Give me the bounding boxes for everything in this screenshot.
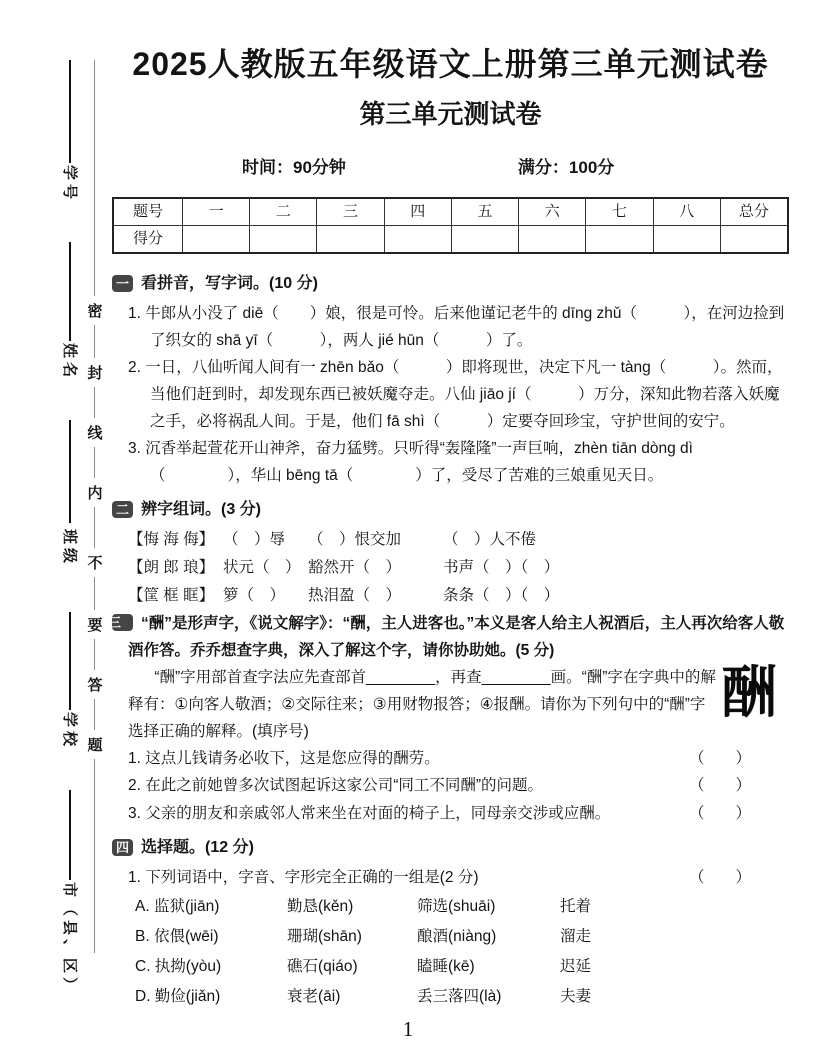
name-blank-line <box>69 242 71 341</box>
class-label: 班级 <box>57 527 81 569</box>
section-word-formation <box>112 496 789 610</box>
section-multiple-choice <box>112 834 789 1012</box>
choice-option: 勤恳(kěn) <box>287 897 354 915</box>
word-formation-row <box>128 554 789 582</box>
fill-blank: 箩（ ） <box>223 586 286 604</box>
section-number-badge: 二 <box>112 501 133 518</box>
score-empty-cell <box>653 225 720 252</box>
score-empty-cell <box>585 225 652 252</box>
seal-text-char: 不 <box>86 548 104 577</box>
seal-script-chou-graphic: 酬 <box>721 659 777 726</box>
choice-option: 丢三落四(là) <box>417 987 502 1005</box>
district-label: 市（县、区） <box>57 880 81 998</box>
student-id-blank-line <box>69 60 71 163</box>
section-title: 选择题。(12 分) <box>141 839 254 857</box>
question-text: 2. 在此之前她曾多次试图起诉这家公司“同工不同酬”的问题。 <box>128 777 544 795</box>
seal-text-char: 内 <box>86 478 104 507</box>
answer-blank: （ ） <box>688 749 751 767</box>
section-title: 辨字组词。(3 分) <box>141 500 262 518</box>
choice-option: 筛选(shuāi) <box>417 897 496 915</box>
choice-option: 酿酒(niàng) <box>417 927 497 945</box>
question-text: 1. 下列词语中，字音、字形完全正确的一组是(2 分) <box>128 869 479 887</box>
section-intro-text: “酬”是形声字，《说文解字》：“酬，主人进客也。”本义是客人给主人祝酒后，主人再次给客人敬酒作答。乔乔想查字典，深入了解这个字，请你协助她。(5 分) <box>128 614 785 659</box>
choice-option: 托着 <box>560 897 592 915</box>
seal-text-char: 答 <box>86 670 104 699</box>
choice-option: 夫妻 <box>560 987 592 1005</box>
student-id-label: 学号 <box>57 163 81 205</box>
section-number-badge: 四 <box>112 839 133 856</box>
question-item <box>128 772 789 800</box>
choice-option-row <box>135 892 789 922</box>
name-label: 姓名 <box>57 341 81 383</box>
choice-option-row <box>135 982 789 1012</box>
time-limit-text: 时间：90分钟 <box>242 157 346 177</box>
question-item: 2. 一日，八仙听闻人间有一 zhēn bǎo（ ）即将现世，决定下凡一 tàng（ ）。然而，当他们赶到时，却发现东西已被妖魔夺走。八仙 jiāo jí（ ）万分，深知此物若落入妖魔之手，必将祸乱人间。于是，他们 fā shì（ ）定要夺回珍宝，守护世间的安宁。 <box>128 358 783 430</box>
word-formation-row <box>128 582 789 610</box>
dictionary-paragraph: “酬”字用部首查字法应先查部首________，再查________画。“酬”字在字典中的解释有：①向客人敬酒；②交际往来；③用财物报答；④报酬。请你为下列句中的“酬”字选择正确的解释。(填序号) <box>128 668 716 740</box>
score-empty-cell <box>451 225 518 252</box>
fill-blank: 条条（ ）（ ） <box>443 586 560 604</box>
choice-option: 溜走 <box>560 927 592 945</box>
class-blank-line <box>69 420 71 523</box>
score-empty-cell <box>316 225 383 252</box>
exam-subtitle: 第三单元测试卷 <box>359 98 542 129</box>
exam-content <box>107 0 789 1012</box>
question-item <box>128 800 789 828</box>
question-item <box>128 745 789 773</box>
fill-blank: 热泪盈（ ） <box>308 586 402 604</box>
score-table-header-cell: 四 <box>384 199 451 225</box>
section-pinyin <box>112 270 789 489</box>
section-number-badge: 一 <box>112 275 133 292</box>
seal-text-char: 要 <box>86 610 104 639</box>
word-formation-row <box>128 526 789 554</box>
question-item <box>128 864 789 892</box>
section-two-header <box>112 496 789 523</box>
character-group: 【筐 框 眶】 <box>128 586 215 604</box>
choice-option: 珊瑚(shān) <box>287 927 362 945</box>
score-empty-cell <box>518 225 585 252</box>
fill-blank: 书声（ ）（ ） <box>443 558 560 576</box>
section-three-header <box>107 610 789 664</box>
answer-blank: （ ） <box>688 804 751 822</box>
school-label: 学校 <box>57 710 81 752</box>
score-table-header-cell: 总分 <box>720 199 787 225</box>
fill-blank: （ ）辱 <box>223 530 286 548</box>
section-four-header <box>112 834 789 861</box>
seal-text-char: 线 <box>86 418 104 447</box>
fill-blank: 豁然开（ ） <box>308 558 402 576</box>
choice-option-row <box>135 952 789 982</box>
fill-blank: （ ）恨交加 <box>308 530 402 548</box>
section-dictionary <box>107 610 789 828</box>
character-group: 【悔 海 侮】 <box>128 530 215 548</box>
question-item: 3. 沉香举起萱花开山神斧，奋力猛劈。只听得“轰隆隆”一声巨响，zhèn tiān dòng dì（ ），华山 bēng tā（ ）了，受尽了苦难的三娘重见天日。 <box>128 439 693 484</box>
section-title: 看拼音，写字词。(10 分) <box>141 274 318 292</box>
choice-option-row <box>135 922 789 952</box>
fill-blank: （ ）人不倦 <box>443 530 537 548</box>
choice-option: 礁石(qiáo) <box>287 957 358 975</box>
district-blank-line <box>69 790 71 889</box>
score-row-label: 得分 <box>114 225 182 252</box>
choice-option: A. 监狱(jiān) <box>135 897 220 915</box>
exam-info-row <box>112 154 789 181</box>
score-table-header-cell: 七 <box>585 199 652 225</box>
score-empty-cell <box>384 225 451 252</box>
seal-text-char: 题 <box>86 730 104 759</box>
character-group: 【朗 郎 琅】 <box>128 558 215 576</box>
section-number-badge: 三 <box>112 614 133 631</box>
score-table-header-cell: 五 <box>451 199 518 225</box>
choice-option: B. 依偎(wēi) <box>135 927 219 945</box>
score-table-header-cell: 八 <box>653 199 720 225</box>
choice-option: 瞌睡(kē) <box>417 957 475 975</box>
score-table-header-cell: 二 <box>249 199 316 225</box>
exam-title: 2025人教版五年级语文上册第三单元测试卷 <box>132 46 769 82</box>
seal-text-char: 密 <box>86 296 104 325</box>
page-number: 1 <box>402 1017 414 1041</box>
seal-text-char: 封 <box>86 358 104 387</box>
section-one-header <box>112 270 789 297</box>
question-item: 1. 牛郎从小没了 diē（ ）娘，很是可怜。后来他谨记老牛的 dīng zhǔ（ ），在河边捡到了织女的 shā yī（ ），两人 jié hūn（ ）了。 <box>128 304 785 349</box>
score-table-header-cell: 题号 <box>132 202 163 220</box>
score-table-header-cell: 一 <box>182 199 249 225</box>
choice-option: 迟延 <box>560 957 592 975</box>
choice-option: C. 执拗(yòu) <box>135 957 222 975</box>
answer-blank: （ ） <box>688 777 751 795</box>
score-empty-cell <box>182 225 249 252</box>
fill-blank: 状元（ ） <box>223 558 301 576</box>
school-blank-line <box>69 612 71 711</box>
score-table <box>112 197 789 254</box>
choice-option: 衰老(āi) <box>287 987 341 1005</box>
score-empty-cell <box>720 225 787 252</box>
score-empty-cell <box>249 225 316 252</box>
full-score-text: 满分：100分 <box>517 157 615 177</box>
score-table-header-cell: 六 <box>518 199 585 225</box>
choice-option: D. 勤俭(jiǎn) <box>135 987 221 1005</box>
question-text: 1. 这点儿钱请务必收下，这是您应得的酬劳。 <box>128 749 440 767</box>
answer-blank: （ ） <box>688 869 751 887</box>
score-table-header-cell: 三 <box>316 199 383 225</box>
question-text: 3. 父亲的朋友和亲戚邻人常来坐在对面的椅子上，同母亲交涉或应酬。 <box>128 804 611 822</box>
